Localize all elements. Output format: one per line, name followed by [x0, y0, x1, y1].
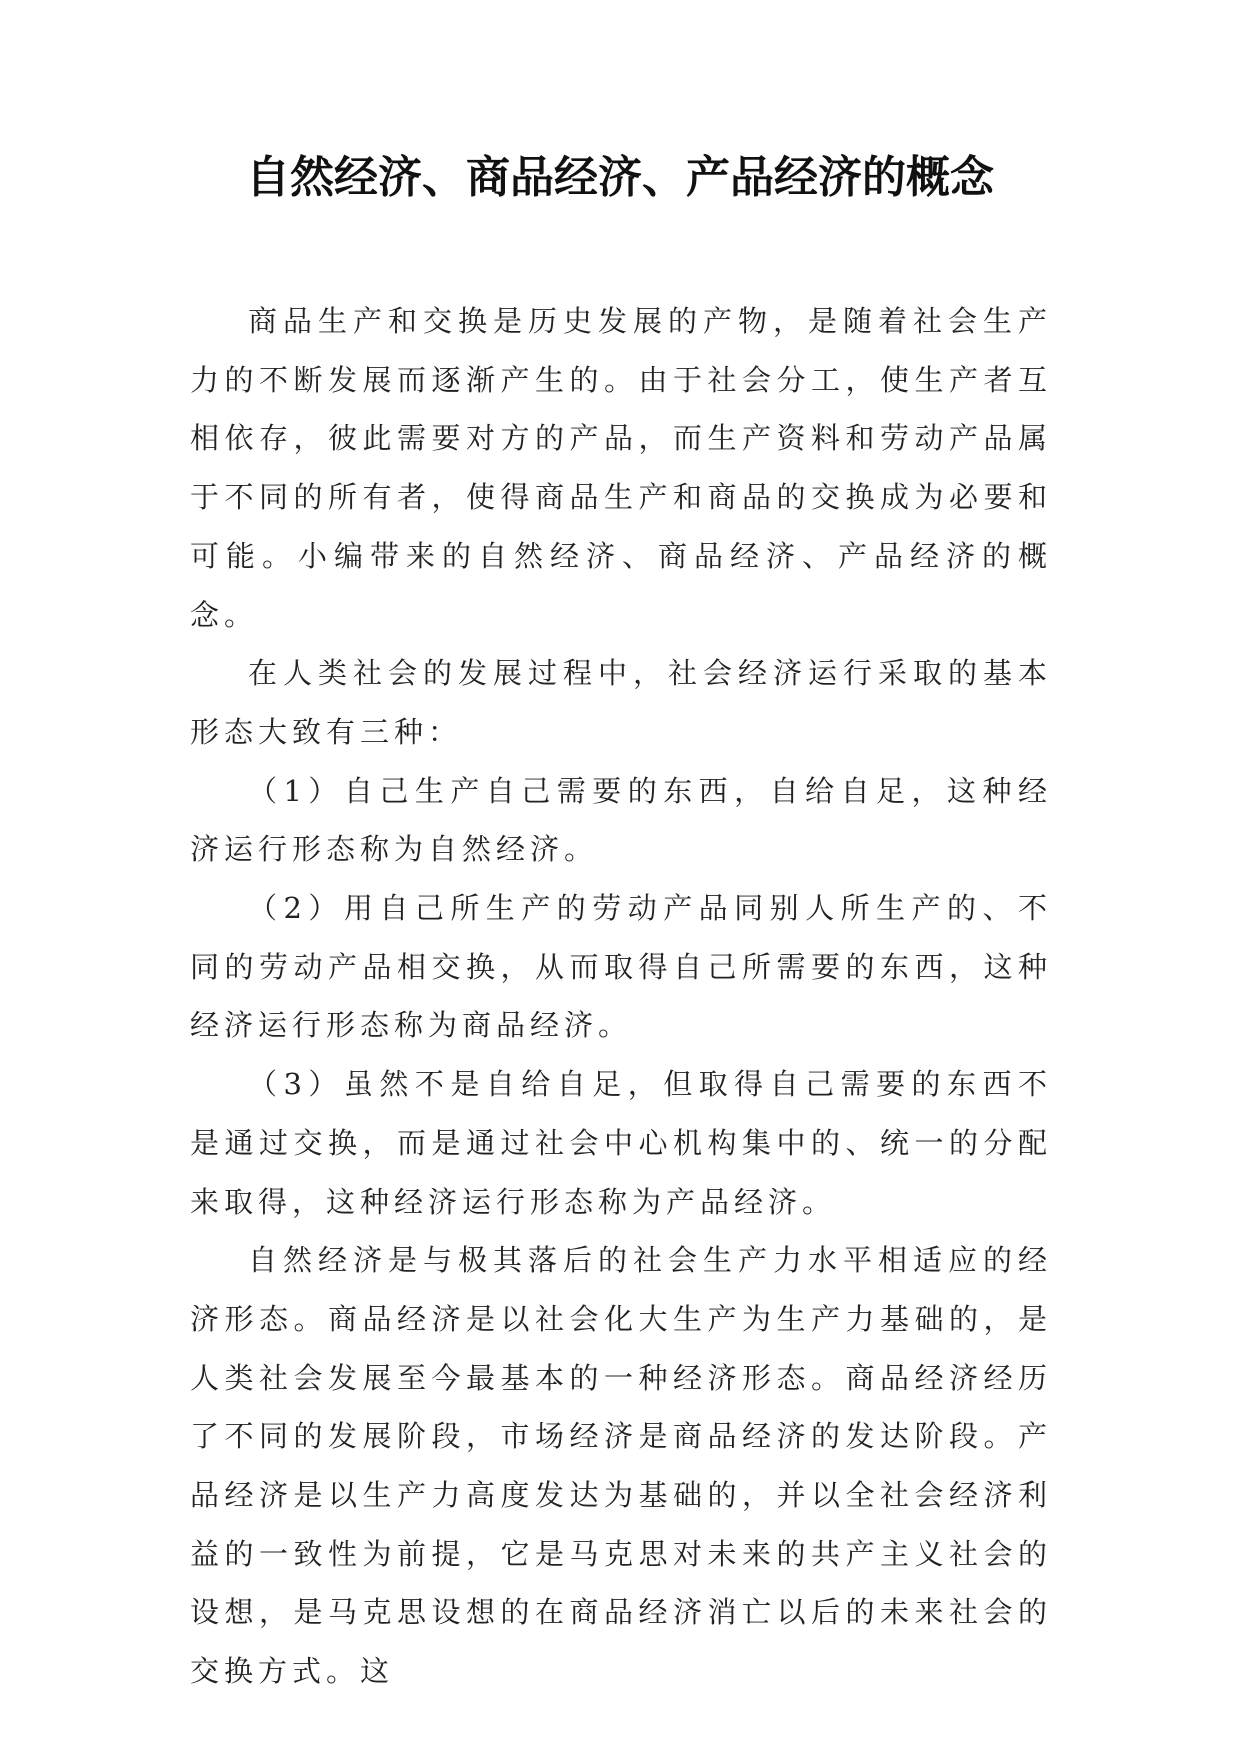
paragraph-natural-economy: （1）自己生产自己需要的东西，自给自足，这种经济运行形态称为自然经济。 [190, 773, 1052, 867]
paragraph-intro: 商品生产和交换是历史发展的产物，是随着社会生产力的不断发展而逐渐产生的。由于社会分工，使生产者互相依存，彼此需要对方的产品，而生产资料和劳动产品属于不同的所有者，使得商品生产和商品的交换成为必要和可能。小编带来的自然经济、商品经济、产品经济的概念。 [190, 304, 1052, 632]
paragraph-comparison: 自然经济是与极其落后的社会生产力水平相适应的经济形态。商品经济是以社会化大生产为生产力基础的，是人类社会发展至今最基本的一种经济形态。商品经济经历了不同的发展阶段，市场经济是商品经济的发达阶段。产品经济是以生产力高度发达为基础的，并以全社会经济利益的一致性为前提，它是马克思对未来的共产主义社会的设想，是马克思设想的在商品经济消亡以后的未来社会的交换方式。这 [190, 1243, 1052, 1689]
document-title: 自然经济、商品经济、产品经济的概念 [246, 152, 994, 203]
paragraph-product-economy: （3）虽然不是自给自足，但取得自己需要的东西不是通过交换，而是通过社会中心机构集中的、统一的分配来取得，这种经济运行形态称为产品经济。 [190, 1067, 1052, 1219]
document-body [190, 292, 1052, 1701]
paragraph-commodity-economy: （2）用自己所生产的劳动产品同别人所生产的、不同的劳动产品相交换，从而取得自己所需要的东西，这种经济运行形态称为商品经济。 [190, 891, 1052, 1043]
paragraph-three-forms: 在人类社会的发展过程中，社会经济运行采取的基本形态大致有三种： [190, 656, 1052, 749]
